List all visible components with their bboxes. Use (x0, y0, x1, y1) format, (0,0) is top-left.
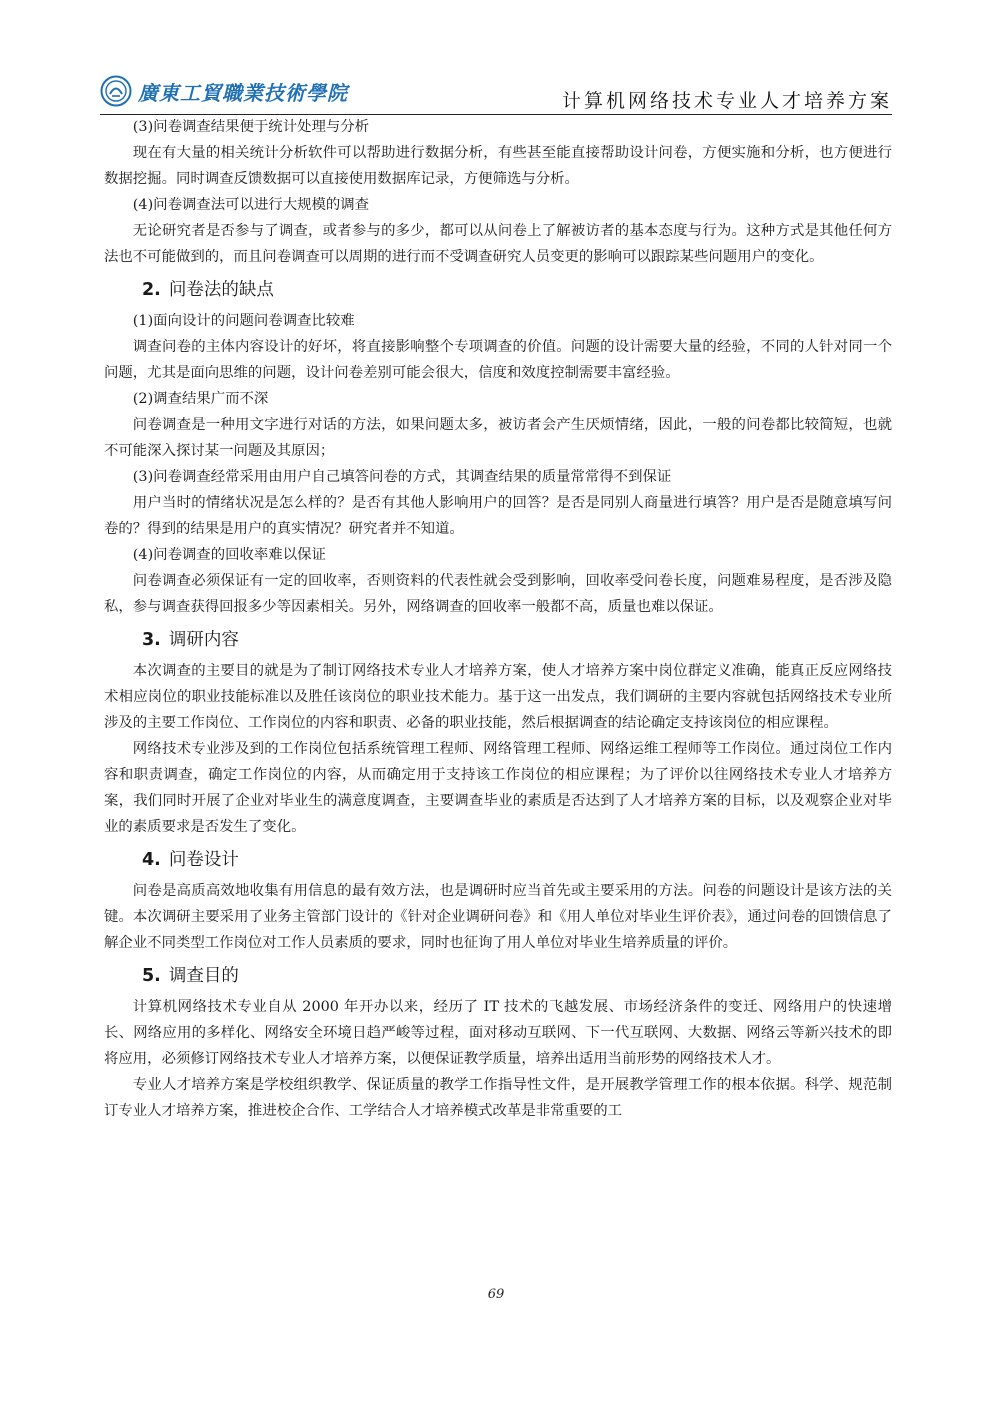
section-heading (104, 962, 892, 990)
subheading: (4)问卷调查的回收率难以保证 (132, 547, 326, 563)
page-header (100, 72, 892, 115)
school-emblem-icon (100, 75, 132, 107)
section-heading (104, 626, 892, 654)
paragraph: 问卷调查必须保证有一定的回收率，否则资料的代表性就会受到影响，回收率受问卷长度，问题难易程度，是否涉及隐私，参与调查获得回报多少等因素相关。另外，网络调查的回收率一般都不高，质量也难以保证。 (104, 573, 892, 615)
subheading: (4)问卷调查法可以进行大规模的调查 (132, 197, 370, 213)
section-number: 4. (142, 850, 161, 870)
page-number: 69 (487, 1287, 505, 1302)
section-title: 问卷法的缺点 (168, 280, 274, 300)
section-number: 2. (142, 280, 161, 300)
subheading: (3)问卷调查经常采用由用户自己填答问卷的方式，其调查结果的质量常常得不到保证 (132, 469, 672, 485)
section-number: 3. (142, 630, 161, 650)
paragraph: 问卷是高质高效地收集有用信息的最有效方法，也是调研时应当首先或主要采用的方法。问卷的问题设计是该方法的关键。本次调研主要采用了业务主管部门设计的《针对企业调研问卷》和《用人单位对毕业生评价表》，通过问卷的回馈信息了解企业不同类型工作岗位对工作人员素质的要求，同时也征询了用人单位对毕业生培养质量的评价。 (104, 883, 892, 951)
section-heading (104, 276, 892, 304)
section-number: 5. (142, 966, 161, 986)
paragraph: 专业人才培养方案是学校组织教学、保证质量的教学工作指导性文件，是开展教学管理工作的根本依据。科学、规范制订专业人才培养方案，推进校企合作、工学结合人才培养模式改革是非常重要的工 (104, 1077, 892, 1119)
school-name-logo-text: 廣東工貿職業技術學院 (138, 80, 348, 105)
school-logo (100, 74, 348, 108)
subheading: (2)调查结果广而不深 (132, 391, 269, 407)
section-title: 调查目的 (168, 966, 239, 986)
document-title: 计算机网络技术专业人才培养方案 (561, 90, 892, 112)
page-body (104, 114, 892, 1124)
paragraph: 用户当时的情绪状况是怎么样的？是否有其他人影响用户的回答？是否是同别人商量进行填答？用户是否是随意填写问卷的？得到的结果是用户的真实情况？研究者并不知道。 (104, 495, 892, 537)
section-title: 调研内容 (168, 630, 239, 650)
subheading: (1)面向设计的问题问卷调查比较难 (132, 313, 355, 329)
paragraph: 本次调查的主要目的就是为了制订网络技术专业人才培养方案，使人才培养方案中岗位群定义准确，能真正反应网络技术相应岗位的职业技能标准以及胜任该岗位的职业技术能力。基于这一出发点，我们调研的主要内容就包括网络技术专业所涉及的主要工作岗位、工作岗位的内容和职责、必备的职业技能，然后根据调查的结论确定支持该岗位的相应课程。 (104, 663, 892, 731)
paragraph: 无论研究者是否参与了调查，或者参与的多少，都可以从问卷上了解被访者的基本态度与行为。这种方式是其他任何方法也不可能做到的，而且问卷调查可以周期的进行而不受调查研究人员变更的影响可以跟踪某些问题用户的变化。 (104, 223, 892, 265)
subheading: (3)问卷调查结果便于统计处理与分析 (132, 119, 370, 135)
paragraph: 网络技术专业涉及到的工作岗位包括系统管理工程师、网络管理工程师、网络运维工程师等工作岗位。通过岗位工作内容和职责调查，确定工作岗位的内容，从而确定用于支持该工作岗位的相应课程；为了评价以往网络技术专业人才培养方案，我们同时开展了企业对毕业生的满意度调查，主要调查毕业的素质是否达到了人才培养方案的目标，以及观察企业对毕业的素质要求是否发生了变化。 (104, 741, 892, 835)
paragraph: 问卷调查是一种用文字进行对话的方法，如果问题太多，被访者会产生厌烦情绪，因此，一般的问卷都比较简短，也就不可能深入探讨某一问题及其原因； (104, 417, 892, 459)
paragraph: 计算机网络技术专业自从 2000 年开办以来，经历了 IT 技术的飞越发展、市场经济条件的变迁、网络用户的快速增长、网络应用的多样化、网络安全环境日趋严峻等过程，面对移动互联网、下一代互联网、大数据、网络云等新兴技术的即将应用，必须修订网络技术专业人才培养方案，以便保证教学质量，培养出适用当前形势的网络技术人才。 (104, 999, 892, 1067)
paragraph: 现在有大量的相关统计分析软件可以帮助进行数据分析，有些甚至能直接帮助设计问卷，方便实施和分析，也方便进行数据挖掘。同时调查反馈数据可以直接使用数据库记录，方便筛选与分析。 (104, 145, 892, 187)
paragraph: 调查问卷的主体内容设计的好坏，将直接影响整个专项调查的价值。问题的设计需要大量的经验，不同的人针对同一个问题，尤其是面向思维的问题，设计问卷差别可能会很大，信度和效度控制需要丰富经验。 (104, 339, 892, 381)
section-title: 问卷设计 (168, 850, 239, 870)
section-heading (104, 846, 892, 874)
